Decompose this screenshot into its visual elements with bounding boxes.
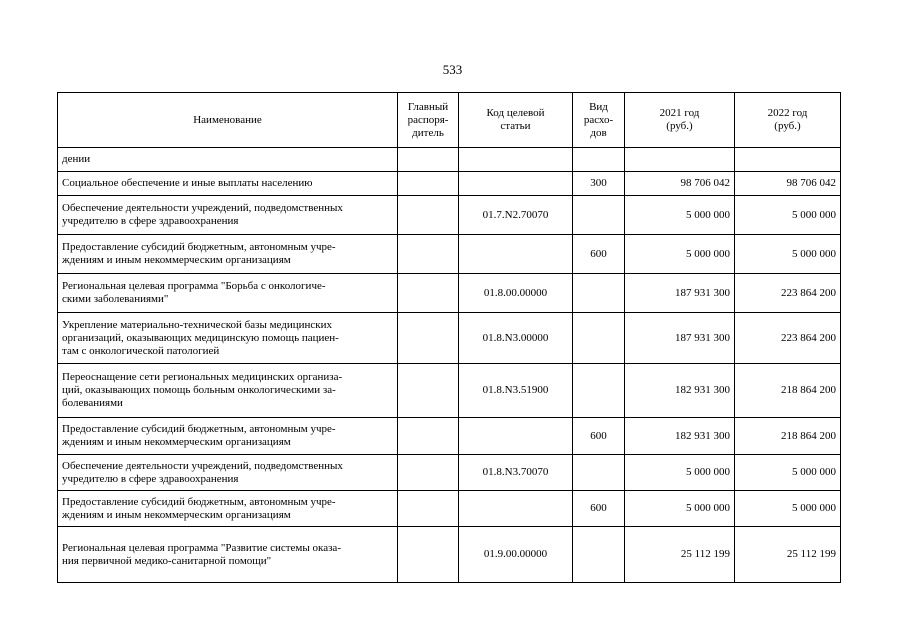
cell-2022: 98 706 042 — [735, 172, 841, 196]
cell-vid-raskhodov — [573, 527, 625, 583]
cell-vid-raskhodov: 300 — [573, 172, 625, 196]
cell-2021: 25 112 199 — [625, 527, 735, 583]
table-header-row — [58, 93, 841, 148]
cell-name: Обеспечение деятельности учреждений, подведомственных учредителю в сфере здравоохранения — [58, 196, 398, 235]
cell-2022: 218 864 200 — [735, 364, 841, 418]
cell-2021: 5 000 000 — [625, 235, 735, 274]
cell-2021: 98 706 042 — [625, 172, 735, 196]
header-vid-raskhodov: Вид расхо- дов — [573, 93, 625, 148]
cell-2021: 5 000 000 — [625, 455, 735, 491]
cell-kod-tselevoy-stati: 01.7.N2.70070 — [459, 196, 573, 235]
header-2022: 2022 год (руб.) — [735, 93, 841, 148]
cell-2021: 182 931 300 — [625, 418, 735, 455]
cell-2021: 182 931 300 — [625, 364, 735, 418]
cell-kod-tselevoy-stati — [459, 172, 573, 196]
cell-vid-raskhodov — [573, 148, 625, 172]
table-row — [58, 235, 841, 274]
cell-glavny-rasporyaditel — [398, 172, 459, 196]
page-number: 533 — [442, 62, 463, 77]
cell-name: дении — [58, 148, 398, 172]
cell-vid-raskhodov — [573, 274, 625, 313]
cell-kod-tselevoy-stati: 01.8.N3.51900 — [459, 364, 573, 418]
cell-kod-tselevoy-stati: 01.9.00.00000 — [459, 527, 573, 583]
table-row — [58, 172, 841, 196]
cell-name: Предоставление субсидий бюджетным, автономным учре- ждениям и иным некоммерческим организациям — [58, 491, 398, 527]
cell-glavny-rasporyaditel — [398, 455, 459, 491]
table-row — [58, 418, 841, 455]
cell-glavny-rasporyaditel — [398, 196, 459, 235]
header-glavny-rasporyaditel: Главный распоря- дитель — [398, 93, 459, 148]
header-name: Наименование — [58, 93, 398, 148]
cell-vid-raskhodov: 600 — [573, 491, 625, 527]
cell-kod-tselevoy-stati: 01.8.N3.00000 — [459, 313, 573, 364]
cell-2021: 5 000 000 — [625, 196, 735, 235]
table-row — [58, 274, 841, 313]
cell-2022: 5 000 000 — [735, 491, 841, 527]
cell-vid-raskhodov — [573, 313, 625, 364]
cell-name: Обеспечение деятельности учреждений, подведомственных учредителю в сфере здравоохранения — [58, 455, 398, 491]
cell-2021: 5 000 000 — [625, 491, 735, 527]
cell-2022: 5 000 000 — [735, 196, 841, 235]
table-row — [58, 148, 841, 172]
cell-kod-tselevoy-stati — [459, 418, 573, 455]
cell-glavny-rasporyaditel — [398, 235, 459, 274]
cell-glavny-rasporyaditel — [398, 148, 459, 172]
table-row — [58, 527, 841, 583]
cell-vid-raskhodov: 600 — [573, 235, 625, 274]
cell-vid-raskhodov: 600 — [573, 418, 625, 455]
cell-2022: 5 000 000 — [735, 455, 841, 491]
cell-2022: 223 864 200 — [735, 274, 841, 313]
cell-kod-tselevoy-stati: 01.8.00.00000 — [459, 274, 573, 313]
table-row — [58, 455, 841, 491]
cell-2021 — [625, 148, 735, 172]
cell-2022: 223 864 200 — [735, 313, 841, 364]
cell-name: Региональная целевая программа "Борьба с онкологиче- скими заболеваниями" — [58, 274, 398, 313]
table-row — [58, 313, 841, 364]
cell-kod-tselevoy-stati — [459, 148, 573, 172]
cell-glavny-rasporyaditel — [398, 527, 459, 583]
cell-vid-raskhodov — [573, 455, 625, 491]
cell-vid-raskhodov — [573, 364, 625, 418]
cell-2022 — [735, 148, 841, 172]
table-row — [58, 364, 841, 418]
cell-2022: 25 112 199 — [735, 527, 841, 583]
cell-glavny-rasporyaditel — [398, 364, 459, 418]
cell-name: Предоставление субсидий бюджетным, автономным учре- ждениям и иным некоммерческим организациям — [58, 235, 398, 274]
table-row — [58, 196, 841, 235]
cell-2022: 5 000 000 — [735, 235, 841, 274]
cell-name: Предоставление субсидий бюджетным, автономным учре- ждениям и иным некоммерческим организациям — [58, 418, 398, 455]
cell-glavny-rasporyaditel — [398, 313, 459, 364]
cell-2021: 187 931 300 — [625, 313, 735, 364]
cell-glavny-rasporyaditel — [398, 491, 459, 527]
cell-name: Укрепление материально-технической базы медицинских организаций, оказывающих медицинскую помощь пациен- там с онкологической патологией — [58, 313, 398, 364]
cell-glavny-rasporyaditel — [398, 274, 459, 313]
cell-kod-tselevoy-stati: 01.8.N3.70070 — [459, 455, 573, 491]
header-2021: 2021 год (руб.) — [625, 93, 735, 148]
cell-vid-raskhodov — [573, 196, 625, 235]
header-kod-tselevoy-stati: Код целевой статьи — [459, 93, 573, 148]
cell-kod-tselevoy-stati — [459, 491, 573, 527]
cell-2021: 187 931 300 — [625, 274, 735, 313]
budget-table — [57, 92, 841, 583]
cell-name: Переоснащение сети региональных медицинских организа- ций, оказывающих помощь больным онкологическими за- болеваниями — [58, 364, 398, 418]
cell-kod-tselevoy-stati — [459, 235, 573, 274]
table-row — [58, 491, 841, 527]
cell-name: Региональная целевая программа "Развитие системы оказа- ния первичной медико-санитарной помощи" — [58, 527, 398, 583]
cell-glavny-rasporyaditel — [398, 418, 459, 455]
cell-name: Социальное обеспечение и иные выплаты населению — [58, 172, 398, 196]
cell-2022: 218 864 200 — [735, 418, 841, 455]
